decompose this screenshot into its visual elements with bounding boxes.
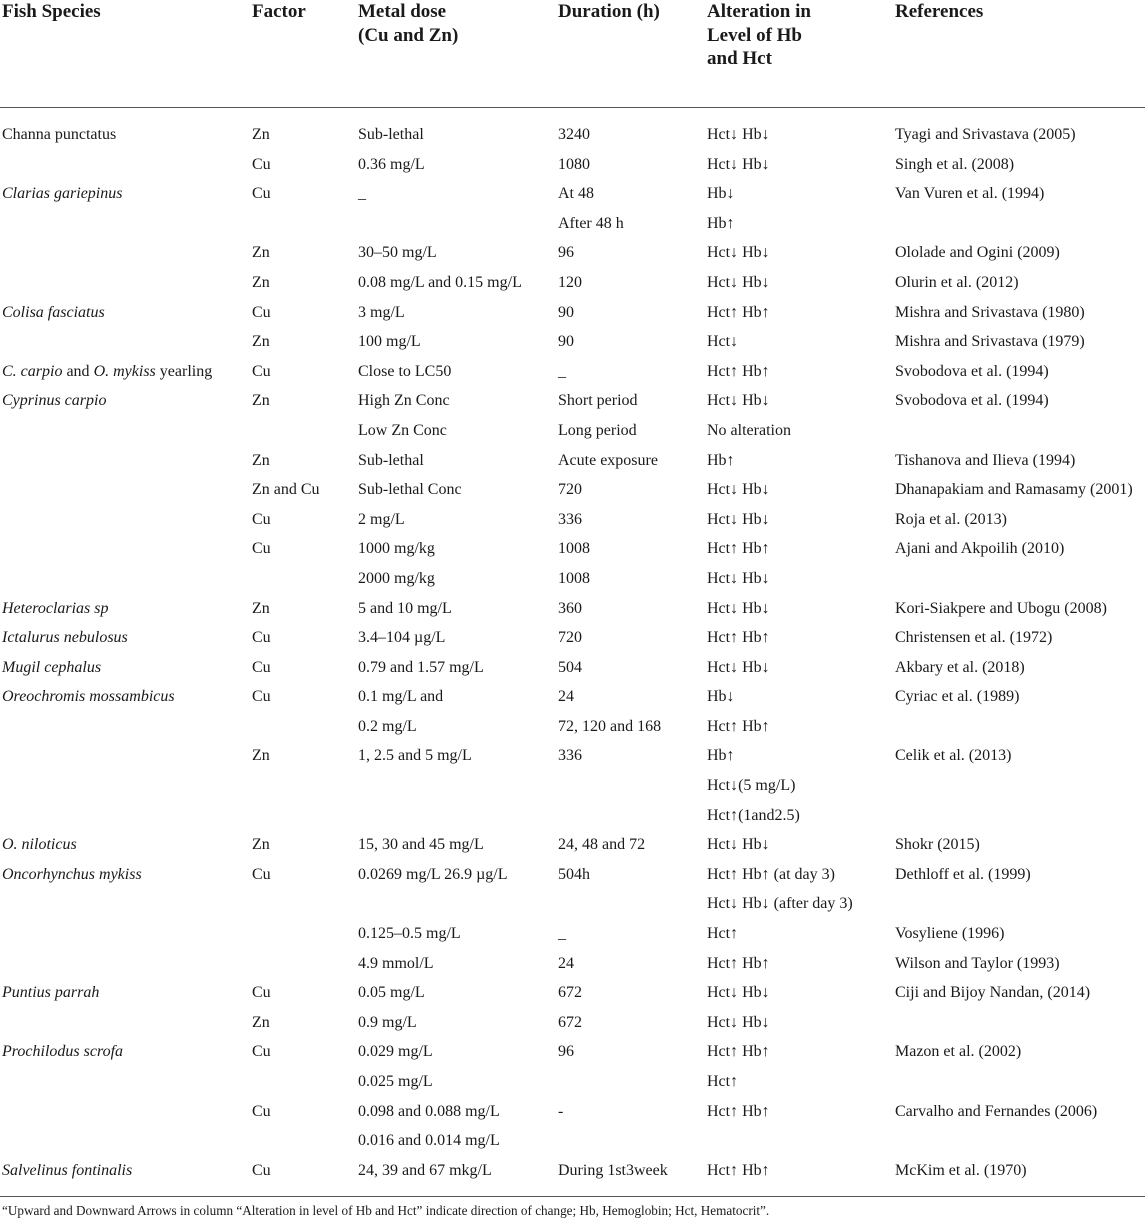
table-footnote: “Upward and Downward Arrows in column “Alteration in level of Hb and Hct” indicate direction of change; Hb, Hemoglobin; Hct, Hematocrit”. bbox=[2, 1203, 770, 1218]
cell-species bbox=[0, 238, 250, 268]
cell-species: Oreochromis mossambicus bbox=[2, 688, 175, 706]
cell-species: Prochilodus scrofa bbox=[2, 1043, 124, 1061]
cell-alteration: Hb↑ bbox=[707, 451, 735, 469]
cell-duration: 1080 bbox=[558, 155, 590, 173]
cell-species bbox=[0, 712, 250, 742]
table-row bbox=[0, 830, 1145, 860]
table-row bbox=[0, 564, 1145, 594]
cell-dose: 15, 30 and 45 mg/L bbox=[358, 836, 484, 854]
table-row bbox=[0, 209, 1145, 239]
cell-duration: 24, 48 and 72 bbox=[558, 836, 646, 854]
cell-dose: 24, 39 and 67 mkg/L bbox=[358, 1161, 492, 1179]
cell-dose: 0.025 mg/L bbox=[358, 1073, 433, 1090]
cell-factor: Cu bbox=[252, 629, 271, 647]
cell-reference: Dethloff et al. (1999) bbox=[895, 865, 1031, 883]
cell-species: Colisa fasciatus bbox=[2, 303, 105, 321]
cell-alteration: No alteration bbox=[707, 421, 791, 439]
cell-dose: 0.125–0.5 mg/L bbox=[358, 925, 461, 943]
table-row bbox=[0, 120, 1145, 150]
cell-dose: 3 mg/L bbox=[358, 303, 405, 321]
cell-alteration: Hct↑ Hb↑ bbox=[707, 540, 770, 558]
header-metal-dose: Metal dose (Cu and Zn) bbox=[356, 0, 556, 108]
table-bottom-rule bbox=[0, 1196, 1145, 1197]
cell-dose bbox=[356, 889, 556, 919]
cell-reference: Mishra and Srivastava (1979) bbox=[895, 333, 1085, 351]
cell-species: Clarias gariepinus bbox=[2, 185, 123, 203]
cell-species bbox=[0, 1126, 250, 1156]
cell-reference: Tyagi and Srivastava (2005) bbox=[895, 126, 1076, 143]
cell-alteration: Hct↓ Hb↓ bbox=[707, 1013, 770, 1031]
cell-species bbox=[0, 1067, 250, 1097]
cell-species bbox=[0, 889, 250, 919]
cell-duration: _ bbox=[558, 925, 566, 943]
table-row bbox=[0, 741, 1145, 771]
cell-factor bbox=[250, 564, 356, 594]
cell-factor: Zn bbox=[252, 747, 270, 765]
cell-factor: Cu bbox=[252, 185, 271, 203]
table-row bbox=[0, 446, 1145, 476]
cell-duration: 720 bbox=[558, 629, 582, 647]
cell-alteration: Hb↑ bbox=[707, 214, 735, 232]
cell-duration bbox=[556, 1126, 705, 1156]
cell-alteration: Hct↓ Hb↓ bbox=[707, 244, 770, 262]
cell-dose: 0.029 mg/L bbox=[358, 1043, 433, 1061]
cell-species: Ictalurus nebulosus bbox=[2, 629, 128, 647]
cell-alteration: Hb↓ bbox=[707, 185, 735, 203]
cell-factor: Cu bbox=[252, 688, 271, 706]
cell-alteration: Hct↑ Hb↑ bbox=[707, 303, 770, 321]
cell-dose: 5 and 10 mg/L bbox=[358, 599, 452, 617]
table-row bbox=[0, 327, 1145, 357]
table-row bbox=[0, 801, 1145, 831]
cell-dose: 4.9 mmol/L bbox=[358, 954, 434, 972]
table-row bbox=[0, 179, 1145, 209]
cell-factor: Zn bbox=[252, 599, 270, 617]
cell-factor: Cu bbox=[252, 540, 271, 558]
cell-factor bbox=[250, 919, 356, 949]
cell-factor: Cu bbox=[252, 303, 271, 321]
cell-alteration: Hct↓ Hb↓ bbox=[707, 599, 770, 617]
cell-factor bbox=[250, 1126, 356, 1156]
cell-species: Oncorhynchus mykiss bbox=[2, 865, 142, 883]
cell-reference: Kori-Siakpere and Ubogu (2008) bbox=[895, 599, 1107, 617]
cell-alteration: Hct↑(1and2.5) bbox=[707, 806, 800, 824]
cell-alteration: Hct↑ Hb↑ bbox=[707, 629, 770, 647]
cell-species bbox=[0, 564, 250, 594]
table-row bbox=[0, 150, 1145, 180]
cell-reference bbox=[893, 771, 1145, 801]
cell-alteration: Hct↑ bbox=[707, 1073, 739, 1090]
cell-species bbox=[0, 1097, 250, 1127]
table-row bbox=[0, 238, 1145, 268]
table-row bbox=[0, 712, 1145, 742]
cell-alteration: Hct↓ Hb↓ bbox=[707, 392, 770, 410]
table-row bbox=[0, 1126, 1145, 1156]
cell-duration bbox=[556, 801, 705, 831]
cell-duration: 720 bbox=[558, 481, 582, 499]
cell-duration: After 48 h bbox=[558, 214, 624, 232]
cell-alteration: Hb↓ bbox=[707, 688, 735, 706]
cell-species: Cyprinus carpio bbox=[2, 392, 107, 410]
cell-duration: 24 bbox=[558, 688, 574, 706]
cell-dose: Close to LC50 bbox=[358, 362, 452, 380]
cell-reference bbox=[893, 889, 1145, 919]
cell-duration: 96 bbox=[558, 1043, 574, 1061]
header-references: References bbox=[893, 0, 1145, 108]
cell-duration: 3240 bbox=[558, 126, 590, 143]
cell-duration bbox=[556, 1067, 705, 1097]
species-text: yearling bbox=[155, 362, 213, 380]
cell-factor: Cu bbox=[252, 510, 271, 528]
cell-dose: Sub-lethal Conc bbox=[358, 481, 462, 499]
cell-species bbox=[0, 741, 250, 771]
cell-factor: Cu bbox=[252, 865, 271, 883]
cell-reference: Cyriac et al. (1989) bbox=[895, 688, 1020, 706]
table-row bbox=[0, 623, 1145, 653]
cell-reference bbox=[893, 416, 1145, 446]
cell-duration: 24 bbox=[558, 954, 574, 972]
cell-reference: Celik et al. (2013) bbox=[895, 747, 1012, 765]
cell-duration: 120 bbox=[558, 273, 582, 291]
cell-alteration: Hct↑ Hb↑ bbox=[707, 362, 770, 380]
cell-duration: During 1st3week bbox=[558, 1161, 668, 1179]
cell-factor bbox=[250, 801, 356, 831]
table-row bbox=[0, 1097, 1145, 1127]
cell-reference: Van Vuren et al. (1994) bbox=[895, 185, 1045, 203]
cell-alteration: Hb↑ bbox=[707, 747, 735, 765]
header-alteration: Alteration in Level of Hb and Hct bbox=[705, 0, 893, 108]
cell-duration: 504h bbox=[558, 865, 590, 883]
cell-dose bbox=[356, 771, 556, 801]
cell-factor: Cu bbox=[252, 1102, 271, 1120]
cell-duration bbox=[556, 889, 705, 919]
cell-alteration: Hct↓ Hb↓ bbox=[707, 510, 770, 528]
cell-dose: 0.79 and 1.57 mg/L bbox=[358, 658, 484, 676]
cell-species bbox=[0, 268, 250, 298]
cell-dose: _ bbox=[358, 185, 366, 203]
cell-alteration: Hct↓ Hb↓ bbox=[707, 126, 770, 143]
table-row bbox=[0, 889, 1145, 919]
cell-duration: Acute exposure bbox=[558, 451, 658, 469]
table-row bbox=[0, 357, 1145, 387]
cell-alteration: Hct↓ Hb↓ bbox=[707, 569, 770, 587]
cell-factor bbox=[250, 889, 356, 919]
table-row bbox=[0, 298, 1145, 328]
cell-duration: 672 bbox=[558, 984, 582, 1002]
cell-alteration: Hct↓(5 mg/L) bbox=[707, 777, 796, 795]
cell-species bbox=[0, 209, 250, 239]
cell-alteration: Hct↓ Hb↓ (after day 3) bbox=[707, 895, 853, 913]
cell-reference: Carvalho and Fernandes (2006) bbox=[895, 1102, 1098, 1120]
cell-duration: 90 bbox=[558, 303, 574, 321]
cell-alteration: Hct↓ Hb↓ bbox=[707, 984, 770, 1002]
cell-reference: Roja et al. (2013) bbox=[895, 510, 1007, 528]
cell-dose: 0.2 mg/L bbox=[358, 717, 417, 735]
cell-reference bbox=[893, 1008, 1145, 1038]
cell-reference: Ololade and Ogini (2009) bbox=[895, 244, 1060, 262]
cell-dose: High Zn Conc bbox=[358, 392, 450, 410]
cell-alteration: Hct↑ Hb↑ bbox=[707, 1043, 770, 1061]
cell-alteration: Hct↑ bbox=[707, 925, 739, 943]
table-header-row bbox=[0, 0, 1145, 108]
cell-dose: 30–50 mg/L bbox=[358, 244, 437, 262]
cell-factor: Zn bbox=[252, 836, 270, 854]
cell-dose: 1, 2.5 and 5 mg/L bbox=[358, 747, 472, 765]
table-row bbox=[0, 268, 1145, 298]
cell-factor bbox=[250, 949, 356, 979]
cell-duration: 72, 120 and 168 bbox=[558, 717, 662, 735]
cell-alteration: Hct↑ Hb↑ bbox=[707, 1102, 770, 1120]
cell-factor: Zn bbox=[252, 126, 270, 143]
cell-dose: 100 mg/L bbox=[358, 333, 421, 351]
cell-species: Channa punctatus bbox=[2, 126, 117, 143]
cell-reference: Christensen et al. (1972) bbox=[895, 629, 1053, 647]
cell-species bbox=[0, 416, 250, 446]
cell-duration: 96 bbox=[558, 244, 574, 262]
cell-duration: At 48 bbox=[558, 185, 594, 203]
cell-dose: Sub-lethal bbox=[358, 451, 424, 469]
cell-species bbox=[0, 919, 250, 949]
cell-reference: McKim et al. (1970) bbox=[895, 1161, 1027, 1179]
cell-species: Mugil cephalus bbox=[2, 658, 102, 676]
cell-dose: 3.4–104 µg/L bbox=[358, 629, 446, 647]
table-row bbox=[0, 978, 1145, 1008]
table-row bbox=[0, 653, 1145, 683]
cell-factor bbox=[250, 209, 356, 239]
cell-reference bbox=[893, 564, 1145, 594]
cell-reference: Svobodova et al. (1994) bbox=[895, 362, 1049, 380]
cell-factor: Cu bbox=[252, 984, 271, 1002]
cell-dose: 0.1 mg/L and bbox=[358, 688, 444, 706]
cell-duration bbox=[556, 771, 705, 801]
cell-alteration: Hct↑ Hb↑ bbox=[707, 954, 770, 972]
cell-reference bbox=[893, 712, 1145, 742]
cell-species bbox=[0, 534, 250, 564]
cell-species bbox=[0, 475, 250, 505]
cell-duration: Short period bbox=[558, 392, 638, 410]
table-row bbox=[0, 1156, 1145, 1186]
cell-reference: Mishra and Srivastava (1980) bbox=[895, 303, 1085, 321]
cell-reference: Wilson and Taylor (1993) bbox=[895, 954, 1060, 972]
cell-factor bbox=[250, 416, 356, 446]
cell-dose: 0.016 and 0.014 mg/L bbox=[358, 1132, 500, 1150]
table-row bbox=[0, 594, 1145, 624]
table-row bbox=[0, 1008, 1145, 1038]
cell-dose: 0.9 mg/L bbox=[358, 1013, 417, 1031]
cell-dose: 0.05 mg/L bbox=[358, 984, 425, 1002]
cell-species bbox=[0, 357, 250, 387]
cell-dose: 2000 mg/kg bbox=[358, 569, 435, 587]
cell-factor: Cu bbox=[252, 155, 271, 173]
cell-reference: Olurin et al. (2012) bbox=[895, 273, 1019, 291]
cell-reference: Shokr (2015) bbox=[895, 836, 980, 854]
table-row bbox=[0, 860, 1145, 890]
cell-dose: 0.08 mg/L and 0.15 mg/L bbox=[358, 273, 522, 291]
table-row bbox=[0, 1067, 1145, 1097]
cell-duration: Long period bbox=[558, 421, 637, 439]
cell-species bbox=[0, 801, 250, 831]
cell-factor: Zn bbox=[252, 1013, 270, 1031]
header-duration: Duration (h) bbox=[556, 0, 705, 108]
table-body bbox=[0, 108, 1145, 1186]
table-row bbox=[0, 534, 1145, 564]
cell-reference: Ciji and Bijoy Nandan, (2014) bbox=[895, 984, 1091, 1002]
cell-reference: Ajani and Akpoilih (2010) bbox=[895, 540, 1065, 558]
cell-reference: Tishanova and Ilieva (1994) bbox=[895, 451, 1076, 469]
cell-dose: 0.0269 mg/L 26.9 µg/L bbox=[358, 865, 508, 883]
cell-dose: 0.098 and 0.088 mg/L bbox=[358, 1102, 500, 1120]
cell-reference: Dhanapakiam and Ramasamy (2001) bbox=[895, 481, 1133, 499]
cell-duration: 1008 bbox=[558, 569, 590, 587]
cell-factor: Cu bbox=[252, 1043, 271, 1061]
cell-species bbox=[0, 150, 250, 180]
cell-alteration: Hct↓ Hb↓ bbox=[707, 273, 770, 291]
header-fish-species: Fish Species bbox=[0, 0, 250, 108]
cell-alteration: Hct↓ Hb↓ bbox=[707, 155, 770, 173]
cell-duration: 1008 bbox=[558, 540, 590, 558]
cell-dose: Sub-lethal bbox=[358, 126, 424, 143]
cell-dose: 2 mg/L bbox=[358, 510, 405, 528]
cell-dose bbox=[356, 209, 556, 239]
table-row bbox=[0, 771, 1145, 801]
header-factor: Factor bbox=[250, 0, 356, 108]
table-row bbox=[0, 475, 1145, 505]
species-name-italic: C. carpio bbox=[2, 362, 63, 380]
cell-reference: Vosyliene (1996) bbox=[895, 925, 1005, 943]
cell-species bbox=[0, 1008, 250, 1038]
cell-duration: - bbox=[558, 1102, 564, 1120]
cell-species bbox=[0, 771, 250, 801]
cell-factor bbox=[250, 712, 356, 742]
cell-species bbox=[0, 327, 250, 357]
table-row bbox=[0, 505, 1145, 535]
table-row bbox=[0, 682, 1145, 712]
cell-dose: 1000 mg/kg bbox=[358, 540, 435, 558]
cell-alteration: Hct↓ Hb↓ bbox=[707, 481, 770, 499]
table-row bbox=[0, 386, 1145, 416]
cell-duration: 336 bbox=[558, 747, 582, 765]
cell-reference: Singh et al. (2008) bbox=[895, 155, 1015, 173]
species-text: and bbox=[62, 362, 94, 380]
cell-factor bbox=[250, 1067, 356, 1097]
cell-factor: Cu bbox=[252, 658, 271, 676]
cell-reference bbox=[893, 209, 1145, 239]
cell-factor: Zn bbox=[252, 273, 270, 291]
cell-reference bbox=[893, 1067, 1145, 1097]
cell-species bbox=[0, 505, 250, 535]
cell-reference: Akbary et al. (2018) bbox=[895, 658, 1025, 676]
species-name-italic: O. mykiss bbox=[93, 362, 156, 380]
cell-alteration: Hct↑ Hb↑ bbox=[707, 1161, 770, 1179]
cell-reference: Svobodova et al. (1994) bbox=[895, 392, 1049, 410]
cell-factor: Cu bbox=[252, 362, 271, 380]
cell-alteration: Hct↓ Hb↓ bbox=[707, 658, 770, 676]
cell-factor: Zn bbox=[252, 333, 270, 351]
cell-alteration: Hct↓ Hb↓ bbox=[707, 836, 770, 854]
cell-factor: Cu bbox=[252, 1161, 271, 1179]
cell-duration: 504 bbox=[558, 658, 582, 676]
cell-species: O. niloticus bbox=[2, 836, 77, 854]
table-row bbox=[0, 1037, 1145, 1067]
cell-reference bbox=[893, 1126, 1145, 1156]
cell-alteration bbox=[705, 1126, 893, 1156]
cell-factor: Zn bbox=[252, 244, 270, 262]
cell-factor: Zn bbox=[252, 392, 270, 410]
cell-alteration: Hct↑ Hb↑ bbox=[707, 717, 770, 735]
cell-species: Heteroclarias sp bbox=[2, 599, 109, 617]
cell-alteration: Hct↑ Hb↑ (at day 3) bbox=[707, 865, 835, 883]
cell-duration: 90 bbox=[558, 333, 574, 351]
cell-dose bbox=[356, 801, 556, 831]
cell-species: Puntius parrah bbox=[2, 984, 100, 1002]
cell-alteration: Hct↓ bbox=[707, 333, 739, 351]
table-row bbox=[0, 416, 1145, 446]
cell-duration: 672 bbox=[558, 1013, 582, 1031]
cell-reference: Mazon et al. (2002) bbox=[895, 1043, 1022, 1061]
table-row bbox=[0, 919, 1145, 949]
cell-factor bbox=[250, 771, 356, 801]
cell-duration: 336 bbox=[558, 510, 582, 528]
cell-duration: 360 bbox=[558, 599, 582, 617]
cell-species bbox=[0, 949, 250, 979]
cell-dose: Low Zn Conc bbox=[358, 421, 447, 439]
cell-dose: 0.36 mg/L bbox=[358, 155, 425, 173]
cell-species: Salvelinus fontinalis bbox=[2, 1161, 133, 1179]
table-row bbox=[0, 949, 1145, 979]
cell-duration: _ bbox=[558, 362, 566, 380]
cell-species bbox=[0, 446, 250, 476]
cell-factor: Zn bbox=[252, 451, 270, 469]
cell-reference bbox=[893, 801, 1145, 831]
cell-factor: Zn and Cu bbox=[252, 481, 320, 499]
